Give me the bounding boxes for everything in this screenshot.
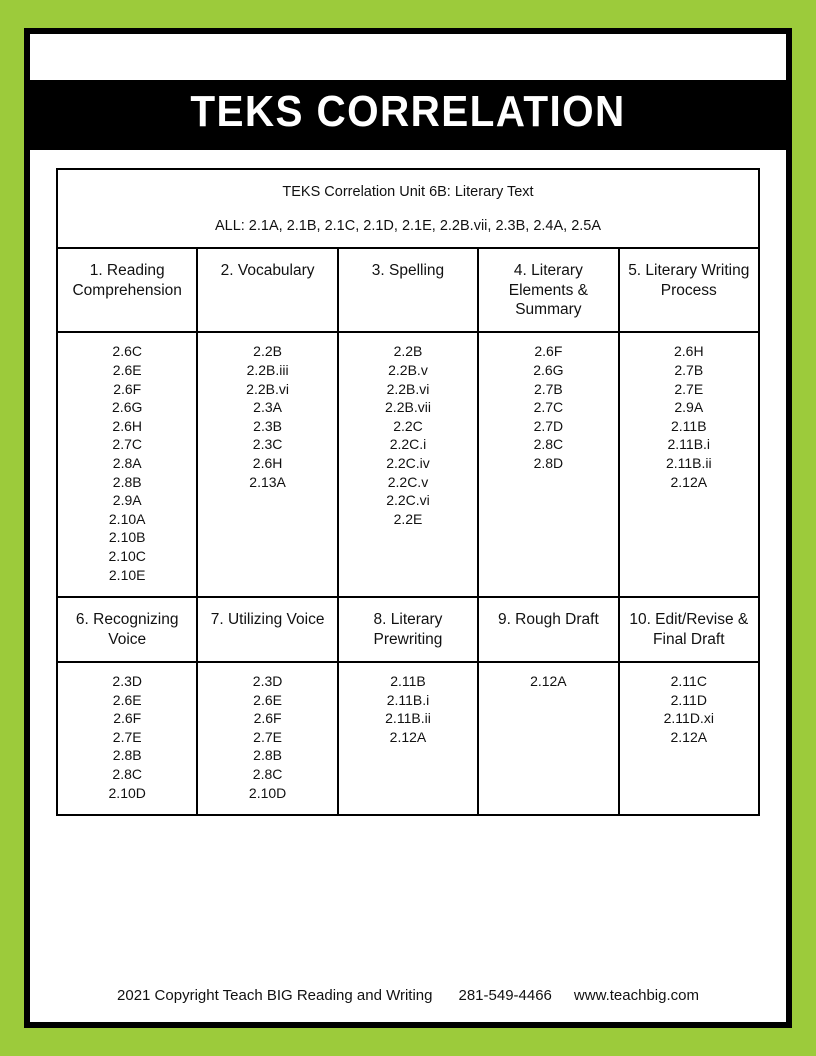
teks-code: 2.6H bbox=[252, 454, 283, 471]
footer-copyright: 2021 Copyright Teach BIG Reading and Writing bbox=[117, 987, 433, 1004]
teks-code: 2.7B bbox=[533, 380, 563, 397]
column-header-6 bbox=[57, 597, 197, 662]
code-list bbox=[479, 663, 617, 703]
teks-code: 2.11D.xi bbox=[663, 710, 714, 727]
teks-code: 2.6G bbox=[533, 361, 564, 378]
teks-code: 2.6F bbox=[113, 710, 142, 727]
column-header-4 bbox=[478, 248, 618, 332]
teks-code: 2.8C bbox=[252, 766, 283, 783]
codes-cell-3 bbox=[338, 332, 478, 597]
teks-code: 2.10D bbox=[248, 784, 287, 801]
teks-code: 2.10E bbox=[108, 566, 146, 583]
teks-code: 2.6E bbox=[112, 691, 142, 708]
teks-code: 2.6F bbox=[534, 343, 563, 360]
teks-code: 2.6F bbox=[253, 710, 282, 727]
teks-code: 2.11B.i bbox=[386, 691, 430, 708]
teks-code: 2.11B.ii bbox=[665, 454, 712, 471]
teks-code: 2.8B bbox=[112, 473, 142, 490]
intro-cell bbox=[57, 169, 759, 248]
code-list bbox=[58, 333, 196, 596]
teks-code: 2.10D bbox=[108, 784, 146, 801]
teks-code: 2.2B.vi bbox=[386, 380, 430, 397]
teks-code: 2.2B bbox=[253, 343, 282, 360]
teks-code: 2.3C bbox=[252, 436, 283, 453]
codes-row-2 bbox=[57, 662, 759, 815]
column-header-9 bbox=[478, 597, 618, 662]
teks-code: 2.2C.vi bbox=[386, 492, 430, 509]
header-row-1 bbox=[57, 248, 759, 332]
teks-code: 2.10A bbox=[108, 510, 146, 527]
page-footer bbox=[30, 987, 786, 1004]
teks-code: 2.3D bbox=[252, 672, 283, 689]
intro-line-2: ALL: 2.1A, 2.1B, 2.1C, 2.1D, 2.1E, 2.2B.vii, 2.3B, 2.4A, 2.5A bbox=[214, 217, 602, 234]
teks-code: 2.8A bbox=[112, 454, 142, 471]
teks-code: 2.8C bbox=[533, 436, 564, 453]
column-header-label: 10. Edit/Revise & Final Draft bbox=[629, 611, 749, 648]
teks-code: 2.11B.ii bbox=[385, 710, 431, 727]
teks-code: 2.13A bbox=[249, 473, 286, 490]
title-bar bbox=[30, 80, 786, 150]
codes-cell-1 bbox=[57, 332, 197, 597]
teks-code: 2.3A bbox=[253, 399, 282, 416]
column-header-1 bbox=[57, 248, 197, 332]
teks-code: 2.6H bbox=[673, 343, 704, 360]
teks-code: 2.7E bbox=[253, 728, 282, 745]
teks-code: 2.3B bbox=[253, 417, 282, 434]
codes-cell-9 bbox=[478, 662, 618, 815]
column-header-label: 5. Literary Writing Process bbox=[628, 262, 750, 299]
teks-code: 2.10B bbox=[108, 529, 146, 546]
teks-code: 2.7B bbox=[674, 361, 704, 378]
column-header-label: 7. Utilizing Voice bbox=[210, 611, 325, 629]
teks-code: 2.8B bbox=[253, 747, 282, 764]
document-page bbox=[24, 28, 792, 1028]
teks-code: 2.6F bbox=[113, 380, 142, 397]
code-list bbox=[58, 663, 196, 814]
column-header-label: 8. Literary Prewriting bbox=[373, 611, 443, 648]
codes-cell-4 bbox=[478, 332, 618, 597]
teks-code: 2.6E bbox=[112, 361, 142, 378]
column-header-label: 6. Recognizing Voice bbox=[75, 611, 179, 648]
teks-code: 2.2B.v bbox=[388, 361, 428, 378]
teks-code: 2.11B bbox=[390, 672, 426, 689]
teks-code: 2.8C bbox=[112, 766, 142, 783]
teks-code: 2.2B.iii bbox=[246, 361, 289, 378]
teks-code: 2.2B.vii bbox=[385, 399, 431, 416]
teks-code: 2.7E bbox=[112, 728, 142, 745]
footer-website: www.teachbig.com bbox=[573, 987, 699, 1004]
teks-code: 2.11B bbox=[671, 417, 707, 434]
top-white-strip bbox=[30, 34, 786, 80]
code-list bbox=[198, 333, 336, 503]
column-header-label: 2. Vocabulary bbox=[220, 262, 315, 280]
teks-code: 2.11C bbox=[670, 672, 707, 689]
codes-cell-8 bbox=[338, 662, 478, 815]
teks-code: 2.7D bbox=[533, 417, 564, 434]
teks-code: 2.7C bbox=[112, 436, 142, 453]
teks-code: 2.3D bbox=[112, 672, 142, 689]
code-list bbox=[339, 333, 477, 540]
teks-code: 2.6C bbox=[112, 343, 142, 360]
teks-code: 2.9A bbox=[674, 399, 704, 416]
teks-code: 2.12A bbox=[670, 728, 708, 745]
teks-code: 2.6E bbox=[253, 691, 282, 708]
teks-code: 2.2B bbox=[393, 343, 423, 360]
column-header-7 bbox=[197, 597, 337, 662]
intro-row bbox=[57, 169, 759, 248]
teks-code: 2.2C bbox=[393, 417, 423, 434]
column-header-5 bbox=[619, 248, 759, 332]
footer-phone: 281-549-4466 bbox=[458, 987, 552, 1004]
column-header-label: 9. Rough Draft bbox=[497, 611, 599, 629]
teks-code: 2.2C.iv bbox=[386, 454, 430, 471]
teks-correlation-table bbox=[56, 168, 760, 816]
column-header-8 bbox=[338, 597, 478, 662]
codes-cell-7 bbox=[197, 662, 337, 815]
intro-note bbox=[58, 170, 758, 247]
header-row-2 bbox=[57, 597, 759, 662]
teks-code: 2.8D bbox=[533, 454, 564, 471]
intro-line-1: TEKS Correlation Unit 6B: Literary Text bbox=[282, 184, 534, 201]
teks-code: 2.2C.i bbox=[389, 436, 427, 453]
teks-code: 2.2E bbox=[393, 510, 423, 527]
teks-code: 2.2C.v bbox=[387, 473, 429, 490]
code-list bbox=[620, 663, 758, 758]
teks-code: 2.10C bbox=[108, 548, 146, 564]
teks-code: 2.11B.i bbox=[667, 436, 711, 453]
column-header-3 bbox=[338, 248, 478, 332]
teks-code: 2.12A bbox=[389, 728, 427, 745]
teks-code: 2.8B bbox=[112, 747, 142, 764]
codes-cell-6 bbox=[57, 662, 197, 815]
code-list bbox=[620, 333, 758, 503]
codes-cell-5 bbox=[619, 332, 759, 597]
teks-code: 2.12A bbox=[530, 672, 567, 689]
teks-code: 2.9A bbox=[112, 492, 142, 509]
teks-code: 2.7C bbox=[533, 399, 564, 416]
codes-row-1 bbox=[57, 332, 759, 597]
teks-code: 2.6H bbox=[112, 417, 142, 434]
code-list bbox=[479, 333, 617, 484]
codes-cell-2 bbox=[197, 332, 337, 597]
teks-code: 2.2B.vi bbox=[246, 380, 289, 397]
teks-code: 2.11D bbox=[670, 691, 707, 708]
column-header-label: 1. Reading Comprehension bbox=[72, 262, 182, 299]
document-content bbox=[30, 150, 786, 816]
column-header-10 bbox=[619, 597, 759, 662]
column-header-2 bbox=[197, 248, 337, 332]
page-title: TEKS CORRELATION bbox=[190, 87, 626, 136]
column-header-label: 3. Spelling bbox=[371, 262, 445, 280]
teks-code: 2.12A bbox=[670, 473, 708, 490]
teks-code: 2.6G bbox=[112, 399, 143, 416]
teks-code: 2.7E bbox=[674, 380, 704, 397]
code-list bbox=[198, 663, 336, 814]
column-header-label: 4. Literary Elements & Summary bbox=[508, 262, 588, 318]
codes-cell-10 bbox=[619, 662, 759, 815]
code-list bbox=[339, 663, 477, 758]
